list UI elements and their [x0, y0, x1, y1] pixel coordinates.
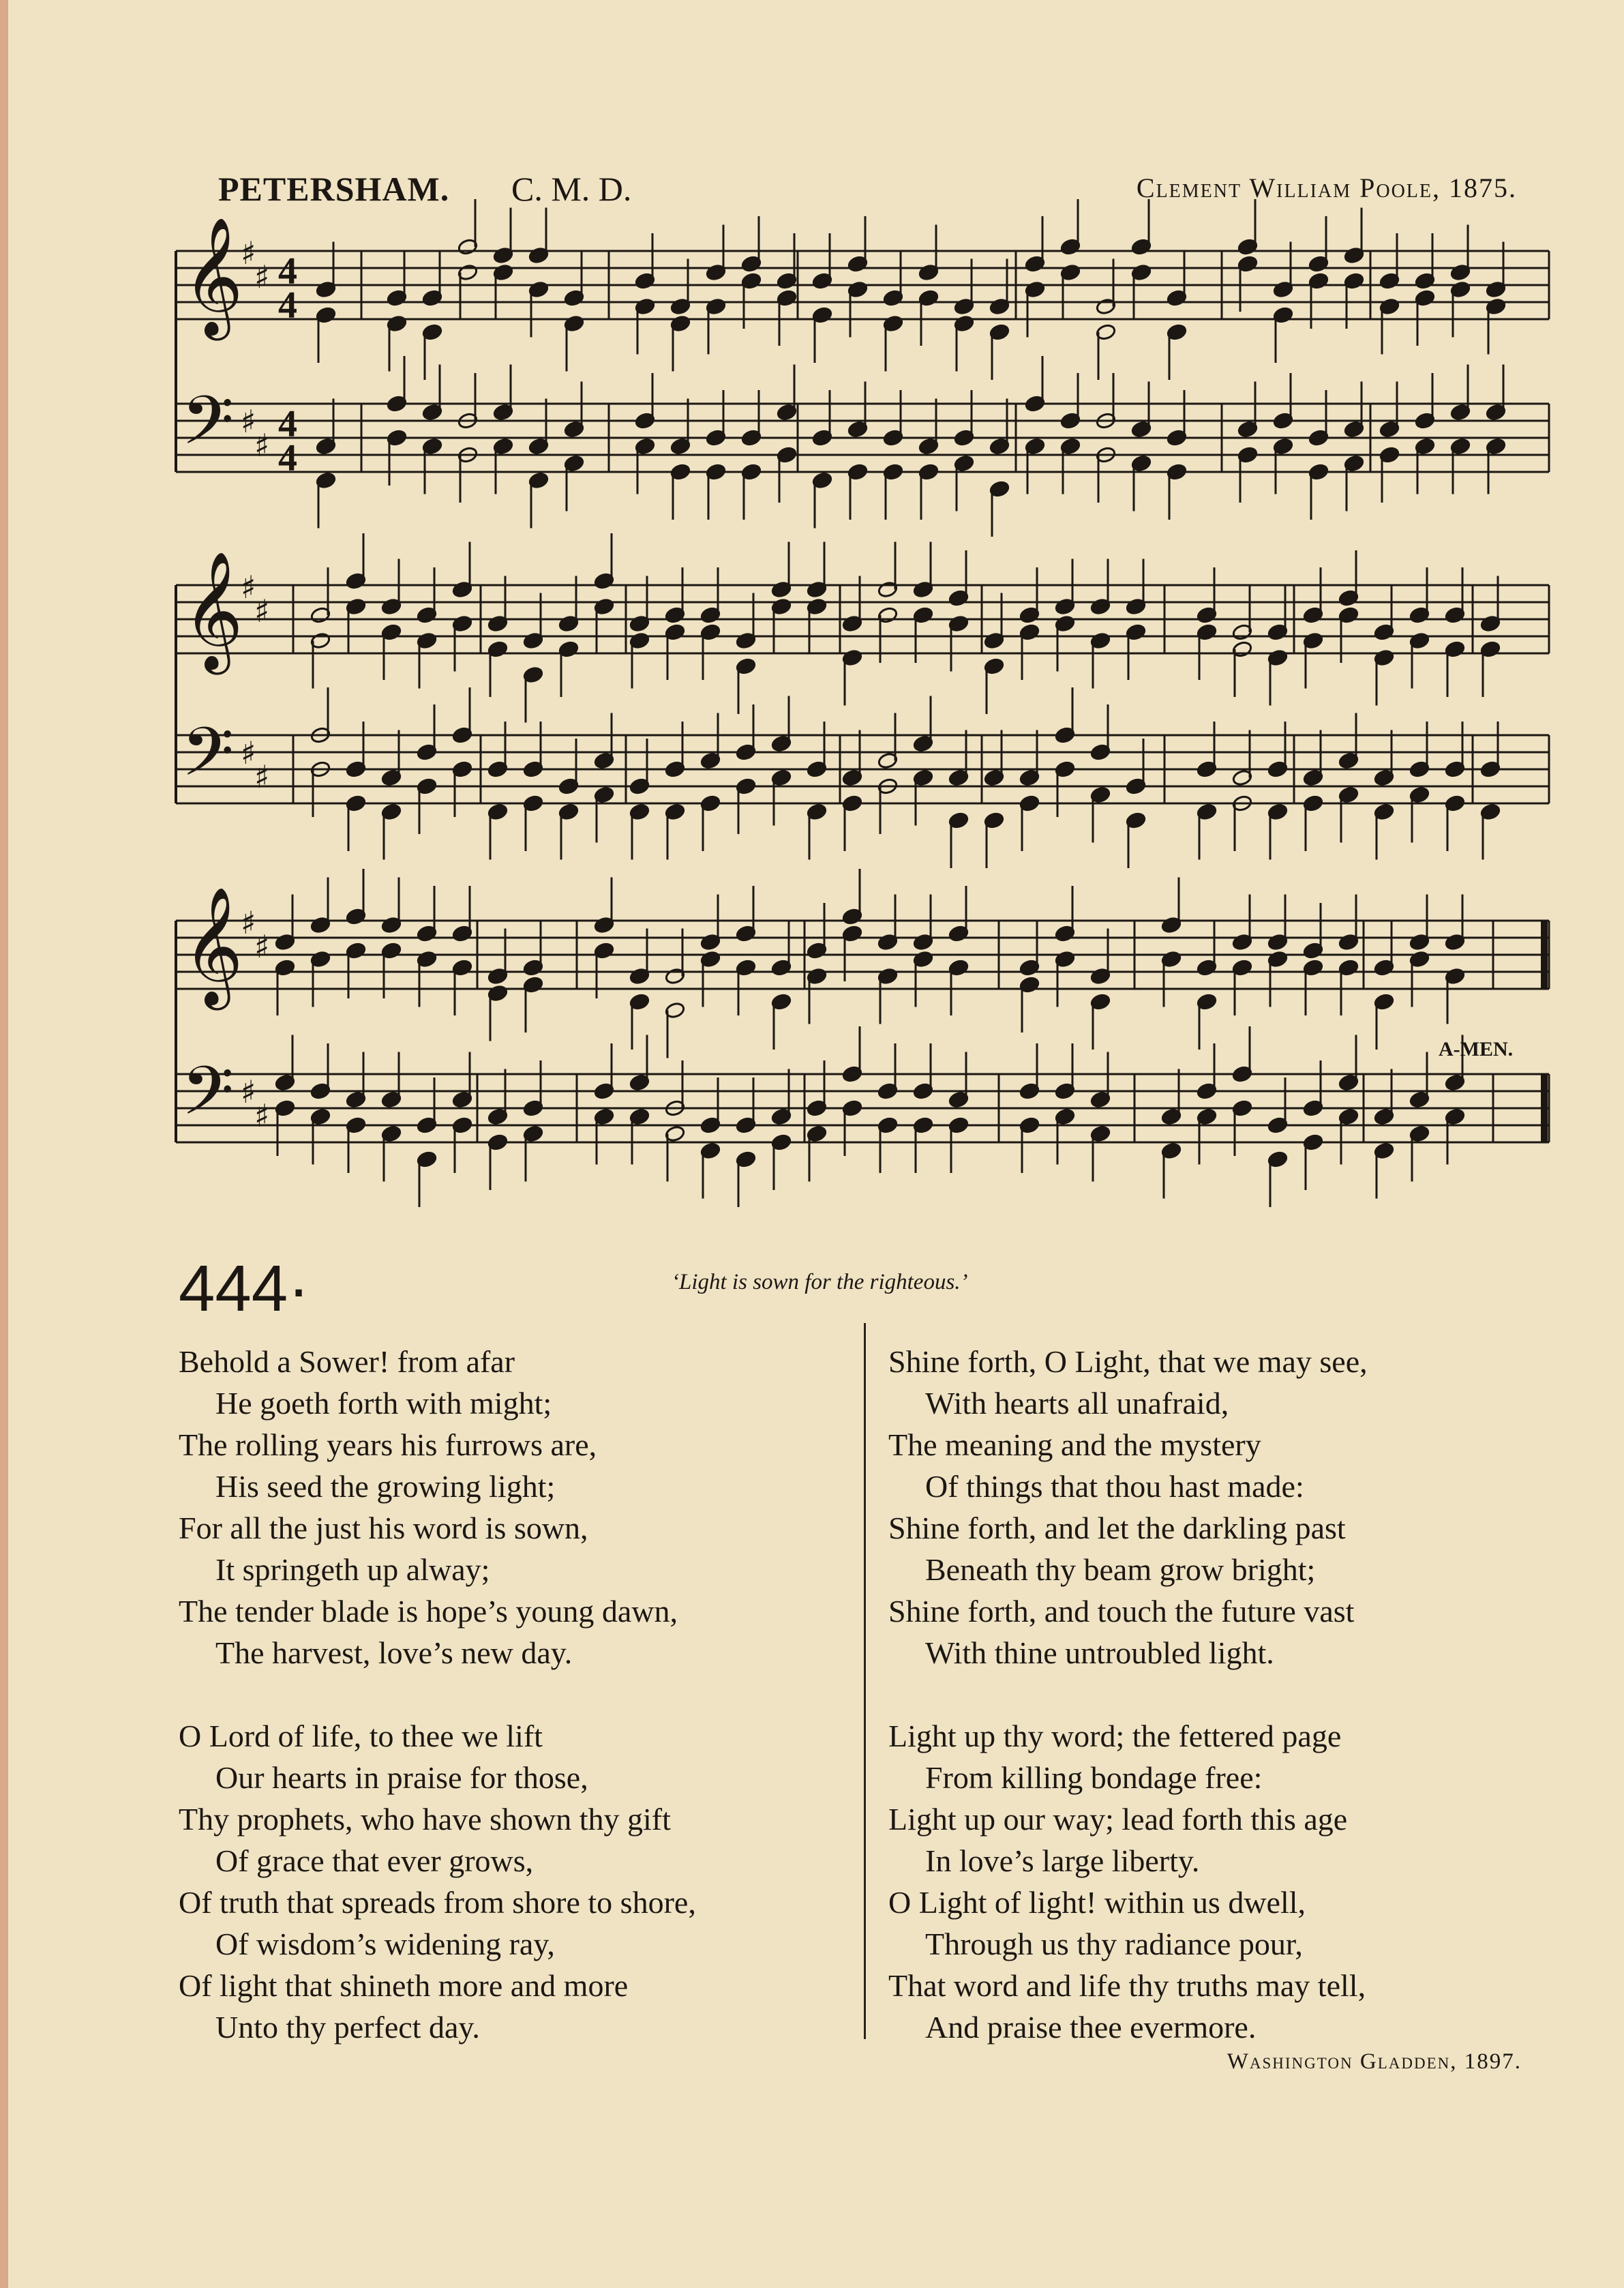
text-column-left	[179, 1341, 696, 2048]
amen-label: A-MEN.	[1439, 1038, 1514, 1060]
tune-meter: C. M. D.	[511, 170, 632, 208]
verse-line: Of truth that spreads from shore to shore,	[179, 1885, 696, 1920]
verse-line: Of things that thou hast made:	[925, 1469, 1304, 1504]
verse-line: Light up thy word; the fettered page	[888, 1719, 1342, 1753]
key-signature-sharp: ♯	[241, 403, 256, 440]
author-credit: Washington Gladden, 1897.	[1227, 2049, 1522, 2074]
verse-line: That word and life thy truths may tell,	[888, 1968, 1366, 2003]
verse-line: O Light of light! within us dwell,	[888, 1885, 1306, 1920]
verse-line: O Lord of life, to thee we lift	[179, 1719, 543, 1753]
time-signature-bottom: 4	[278, 284, 297, 327]
key-signature-sharp: ♯	[241, 1073, 256, 1110]
key-signature-sharp: ♯	[254, 928, 270, 965]
bass-clef: 𝄢	[181, 713, 235, 808]
verse-line: With hearts all unafraid,	[925, 1386, 1229, 1421]
verse-line: His seed the growing light;	[215, 1469, 556, 1504]
time-signature-bottom: 4	[278, 437, 297, 479]
verse-line: Thy prophets, who have shown thy gift	[179, 1802, 671, 1837]
verse-line: And praise thee evermore.	[925, 2010, 1257, 2045]
final-barline	[1541, 921, 1548, 989]
verse-line: Shine forth, and let the darkling past	[888, 1511, 1346, 1545]
verse-line: Beneath thy beam grow bright;	[925, 1552, 1316, 1587]
verse-line: Shine forth, and touch the future vast	[888, 1594, 1355, 1629]
verse-line: From killing bondage free:	[925, 1760, 1263, 1795]
verse-line: Our hearts in praise for those,	[215, 1760, 588, 1795]
key-signature-sharp: ♯	[241, 235, 256, 271]
hymn-number: 444·	[179, 1252, 310, 1325]
verse-line: Of wisdom’s widening ray,	[215, 1927, 555, 1961]
column-divider	[864, 1323, 866, 2039]
text-column-right	[888, 1341, 1368, 2048]
bass-clef: 𝄢	[181, 382, 235, 477]
final-barline	[1541, 1074, 1548, 1142]
key-signature-sharp: ♯	[254, 258, 270, 295]
verse-line: In love’s large liberty.	[925, 1843, 1200, 1878]
key-signature-sharp: ♯	[241, 734, 256, 771]
verse-line: With thine untroubled light.	[925, 1635, 1274, 1670]
key-signature-sharp: ♯	[254, 1097, 270, 1134]
stanza-gap	[179, 1674, 696, 1715]
key-signature-sharp: ♯	[254, 427, 270, 464]
verse-line: Through us thy radiance pour,	[925, 1927, 1303, 1961]
verse-line: Of grace that ever grows,	[215, 1843, 534, 1878]
verse-line: The tender blade is hope’s young dawn,	[179, 1594, 678, 1629]
verse-line: Light up our way; lead forth this age	[888, 1802, 1348, 1837]
time-signature-top: 4	[278, 250, 297, 293]
key-signature-sharp: ♯	[241, 904, 256, 941]
key-signature-sharp: ♯	[254, 593, 270, 629]
treble-clef: 𝄞	[183, 217, 243, 336]
verse-line: Shine forth, O Light, that we may see,	[888, 1344, 1368, 1379]
stanza-gap	[888, 1674, 1368, 1715]
verse-line: The harvest, love’s new day.	[215, 1635, 573, 1670]
verse-line: He goeth forth with might;	[215, 1386, 552, 1421]
treble-clef: 𝄞	[183, 887, 243, 1005]
treble-clef: 𝄞	[183, 551, 243, 670]
verse-line: The meaning and the mystery	[888, 1427, 1261, 1462]
epigraph: ‘Light is sown for the righteous.’	[672, 1270, 968, 1294]
tune-name: PETERSHAM.	[218, 170, 450, 208]
composer-credit: Clement William Poole, 1875.	[1136, 173, 1517, 203]
time-signature-top: 4	[278, 403, 297, 445]
verse-line: Of light that shineth more and more	[179, 1968, 629, 2003]
verse-line: Behold a Sower! from afar	[179, 1344, 515, 1379]
bass-clef: 𝄢	[181, 1052, 235, 1147]
key-signature-sharp: ♯	[241, 569, 256, 606]
verse-line: For all the just his word is sown,	[179, 1511, 588, 1545]
verse-line: The rolling years his furrows are,	[179, 1427, 597, 1462]
verse-line: Unto thy perfect day.	[215, 2010, 480, 2045]
verse-line: It springeth up alway;	[215, 1552, 490, 1587]
key-signature-sharp: ♯	[254, 758, 270, 795]
